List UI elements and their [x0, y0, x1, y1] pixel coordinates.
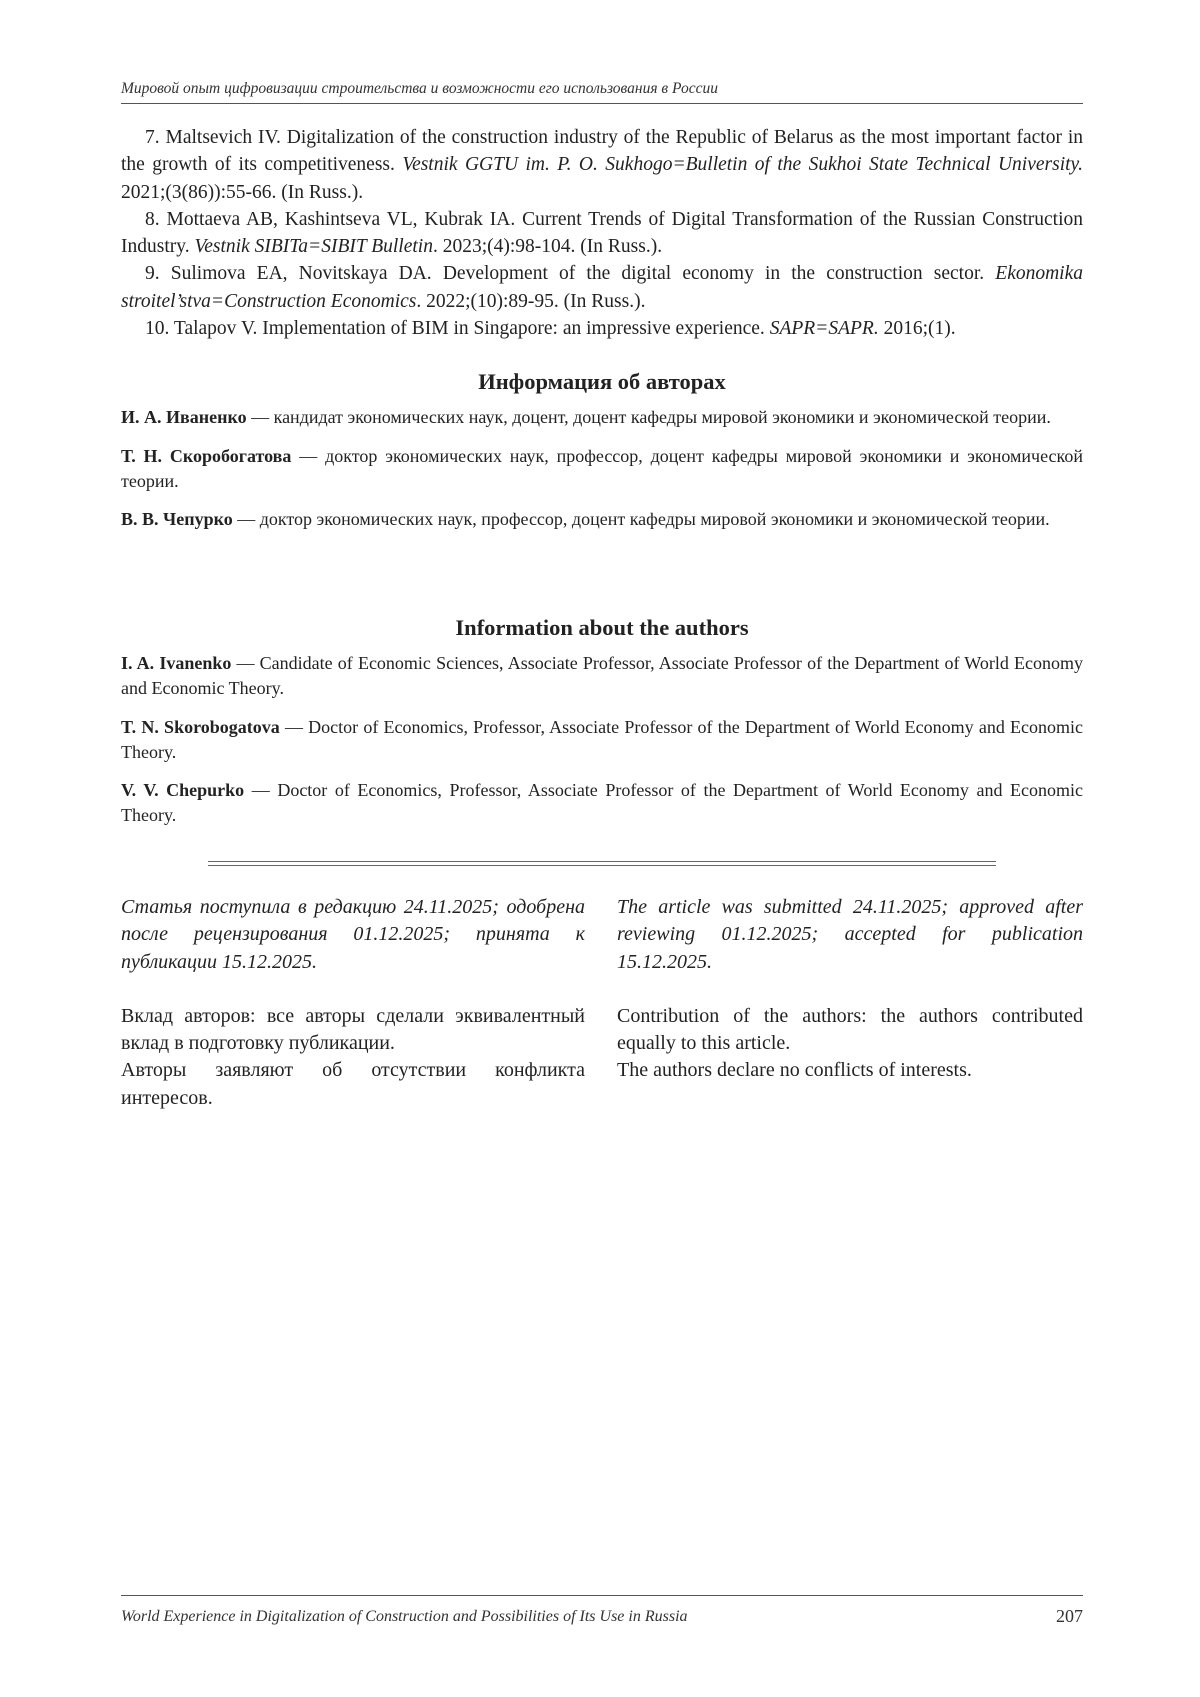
author-entry	[121, 405, 1083, 430]
reference-number: 10.	[145, 318, 170, 340]
article-dates-ru: Статья поступила в редакцию 24.11.2025; одобрена после рецензирования 01.12.2025; принята к публикации 15.12.2025.	[121, 896, 585, 973]
reference-number: 9.	[145, 263, 160, 285]
author-name: В. В. Чепурко	[121, 509, 233, 529]
running-footer: World Experience in Digitalization of Construction and Possibilities of Its Use in Russia	[121, 1608, 688, 1625]
author-description: — доктор экономических наук, профессор, доцент кафедры мировой экономики и экономической теории.	[232, 509, 1050, 529]
contribution-en: Contribution of the authors: the authors contributed equally to this article.	[617, 1004, 1083, 1055]
article-dates-en: The article was submitted 24.11.2025; approved after reviewing 01.12.2025; accepted for publication 15.12.2025.	[617, 896, 1083, 973]
author-entry	[121, 507, 1083, 532]
reference-journal: Vestnik GGTU im. P. O. Sukhogo=Bulletin of the Sukhoi State Technical University.	[402, 154, 1084, 176]
author-entry	[121, 715, 1083, 765]
reference-item	[121, 206, 1083, 261]
reference-details: . 2022;(10):89-95. (In Russ.).	[416, 290, 646, 312]
reference-item	[121, 260, 1083, 315]
running-header: Мировой опыт цифровизации строительства и возможности его использования в России	[121, 80, 718, 97]
reference-text: Talapov V. Implementation of BIM in Singapore: an impressive experience.	[173, 318, 770, 340]
reference-journal: SAPR=SAPR.	[769, 318, 879, 340]
contribution-ru: Вклад авторов: все авторы сделали эквивалентный вклад в подготовку публикации.	[121, 1004, 585, 1055]
authors-info-title-en: Information about the authors	[455, 615, 749, 640]
reference-item	[121, 124, 1083, 206]
author-description: — кандидат экономических наук, доцент, доцент кафедры мировой экономики и экономической теории.	[246, 407, 1051, 427]
article-info-ru	[121, 894, 585, 1112]
reference-journal: Ekonomika stroitel’stva=Construction Economics	[121, 263, 1084, 312]
reference-text: Maltsevich IV. Digitalization of the construction industry of the Republic of Belarus as the most important factor in the growth of its competitiveness.	[121, 127, 1083, 176]
conflicts-ru: Авторы заявляют об отсутствии конфликта интересов.	[121, 1059, 585, 1109]
author-name: I. A. Ivanenko	[121, 653, 232, 673]
author-name: V. V. Chepurko	[121, 780, 245, 800]
header-rule	[121, 103, 1083, 104]
author-description: — Candidate of Economic Sciences, Associate Professor, Associate Professor of the Department of World Economy and Economic Theory.	[121, 653, 1083, 698]
page-number: 207	[1056, 1606, 1083, 1626]
reference-details: . 2023;(4):98-104. (In Russ.).	[432, 236, 663, 258]
author-name: T. N. Skorobogatova	[121, 716, 280, 737]
reference-journal: Vestnik SIBITa=SIBIT Bulletin	[194, 236, 433, 258]
authors-info-title-ru: Информация об авторах	[478, 369, 726, 394]
author-description: — доктор экономических наук, профессор, доцент кафедры мировой экономики и экономической теории.	[121, 445, 1083, 491]
author-description: — Doctor of Economics, Professor, Associate Professor of the Department of World Economy and Economic Theory.	[121, 780, 1083, 825]
author-description: — Doctor of Economics, Professor, Associate Professor of the Department of World Economy and Economic Theory.	[121, 716, 1083, 762]
reference-list	[121, 124, 1083, 342]
section-divider	[208, 861, 996, 866]
footer-rule	[121, 1595, 1083, 1596]
reference-text: Sulimova EA, Novitskaya DA. Development of the digital economy in the construction sector.	[170, 263, 996, 285]
author-name: Т. Н. Скоробогатова	[121, 445, 292, 466]
article-info-en	[617, 894, 1083, 1085]
authors-info-ru	[121, 405, 1083, 546]
conflicts-en: The authors declare no conflicts of interests.	[617, 1059, 972, 1082]
reference-number: 7.	[145, 127, 160, 148]
reference-number: 8.	[145, 208, 160, 230]
author-entry	[121, 778, 1083, 828]
reference-text: Mottaeva AB, Kashintseva VL, Kubrak IA. Current Trends of Digital Transformation of the Russian Construction Industry.	[121, 208, 1083, 258]
reference-details: 2021;(3(86)):55-66. (In Russ.).	[121, 181, 364, 203]
reference-item	[121, 315, 1083, 342]
author-entry	[121, 444, 1083, 494]
author-entry	[121, 651, 1083, 701]
reference-details: 2016;(1).	[878, 318, 956, 340]
author-name: И. А. Иваненко	[121, 407, 247, 427]
authors-info-en	[121, 651, 1083, 842]
